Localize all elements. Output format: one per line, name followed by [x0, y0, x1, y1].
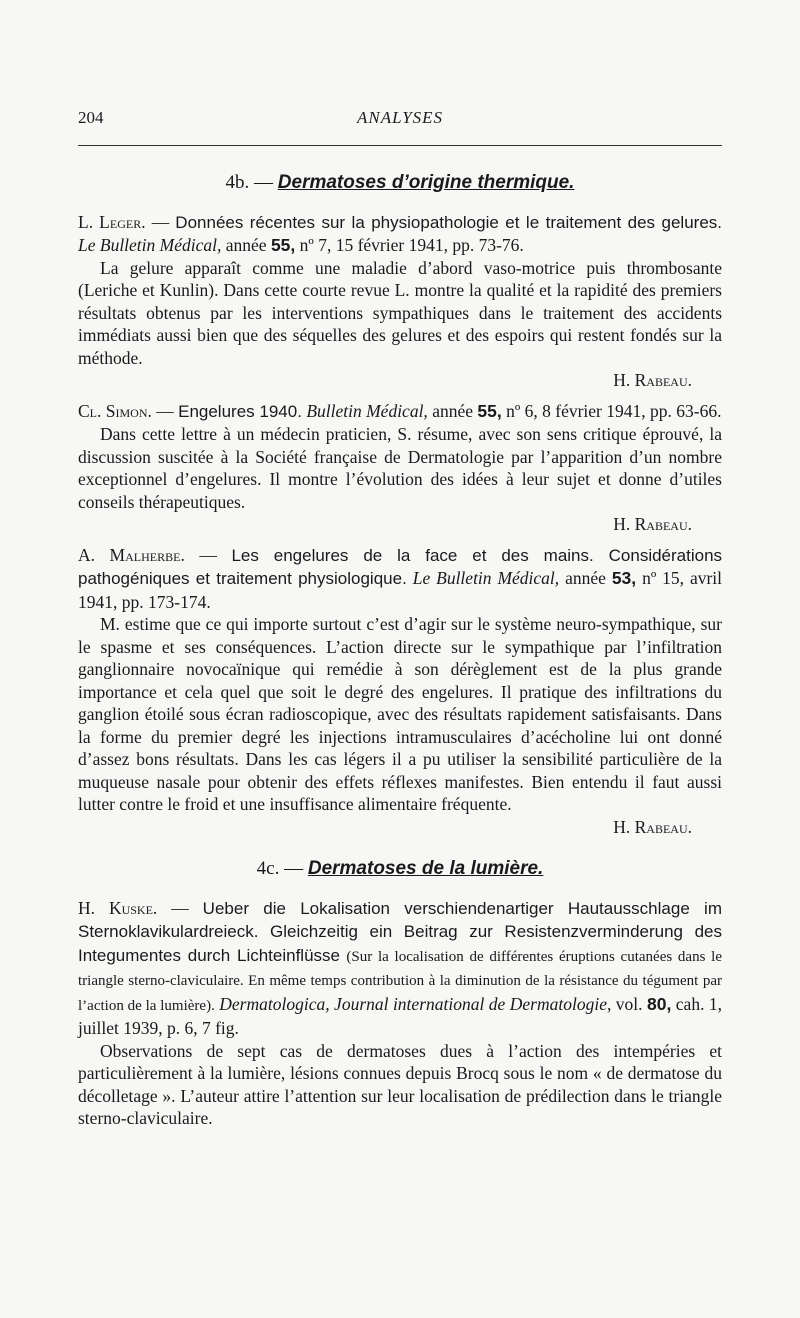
section-title: Dermatoses d’origine thermique.: [277, 172, 575, 193]
citation-details: nº 6, 8 février 1941, pp. 63-66.: [506, 400, 722, 421]
dash: —: [171, 897, 189, 918]
volume-label: vol.: [615, 993, 643, 1014]
abstract: La gelure apparaît comme une maladie d’abord vaso-motrice puis thrombosante (Leriche et Kunlin). Dans cette courte revue L. montre la qualité et la rapidité des premiers résultats obtenus par les interventions sympathiques dans le traitement des accidents immédiats aussi bien que des séquelles des gelures et des espoirs qui restent fondés sur la méthode.: [78, 257, 722, 368]
section-dash: —: [254, 172, 274, 193]
title-translation: (Sur la localisation de différentes éruptions cutanées dans le triangle sterno-claviculaire. En même temps contribution à la diminution de la résistance du tégument par l’action de la lumière).: [78, 948, 723, 1014]
signature: H. Rabeau.: [613, 514, 692, 534]
section-number: 4c.: [256, 858, 280, 879]
abstract: Observations de sept cas de dermatoses dues à l’action des intempéries et particulièrement à la lumière, lésions connues depuis Brocq sous le nom « de dermatose du décolletage ». L’auteur attire l’attention sur leur localisation de prédilection dans le triangle sterno-claviculaire.: [78, 1040, 722, 1128]
reference: [78, 544, 722, 614]
article-title: Les engelures de la face et des mains. Considérations pathogéniques et traitement physiologique.: [78, 545, 723, 588]
reference: [78, 211, 722, 257]
journal: Bulletin Médical,: [306, 400, 428, 421]
running-title: ANALYSES: [356, 108, 444, 127]
article-title: Ueber die Lokalisation verschiendenartiger Hautausschlage im Sternoklavikulardreieck. Gleichzeitig ein Beitrag zur Resistenzverminderung des Integumentes durch Lichteinflüsse: [78, 898, 722, 965]
header-rule: [78, 145, 722, 146]
entry-malherbe: [78, 544, 722, 839]
volume: 55,: [270, 235, 296, 255]
author: A. Malherbe.: [78, 544, 185, 565]
author: L. Leger.: [78, 211, 146, 232]
running-header: [78, 108, 722, 132]
abstract: M. estime que ce qui importe surtout c’est d’agir sur le système neuro-sympathique, sur le spasme et ses conséquences. L’action directe sur le sympathique par l’infiltration ganglionnaire novocaïnique qui remédie à son dérèglement est de la plus grande importance et cela quel que soit le degré des engelures. Il pratique des infiltrations du ganglion étoilé sous écran radioscopique, avec des résultats rapidement satisfaisants. Dans la forme du premier degré les injections intramusculaires d’acécholine lui ont donné d’assez bons résultats. Dans les cas légers il a pu utiliser la sensibilité particulière de la muqueuse nasale pour obtenir des effets réflexes manifestes. Bien entendu il faut aussi lutter contre le froid et une insuffisance alimentaire fréquente.: [78, 614, 722, 814]
journal: Dermatologica, Journal international de Dermatologie,: [219, 993, 612, 1014]
reference: [78, 400, 722, 424]
section-number: 4b.: [225, 172, 250, 193]
year-label: année: [565, 568, 606, 588]
entry-kuske: [78, 897, 722, 1130]
citation-details: nº 7, 15 février 1941, pp. 73-76.: [299, 235, 524, 255]
citation-details: cah. 1, juillet 1939, p. 6, 7 fig.: [78, 993, 723, 1038]
section-heading-4c: [78, 858, 722, 881]
section-dash: —: [284, 858, 304, 879]
page-number: 204: [78, 108, 104, 127]
signature: H. Rabeau.: [613, 370, 692, 390]
dash: —: [199, 544, 217, 565]
abstract: Dans cette lettre à un médecin praticien, S. résume, avec son sens critique éprouvé, la discussion suscitée à la Société française de Dermatologie par l’apparition d’un nombre exceptionnel d’engelures. Il montre l’évolution des idées à leur sujet et donne d’utiles conseils thérapeutiques.: [78, 424, 722, 512]
author: H. Kuske.: [78, 897, 158, 918]
volume: 53,: [611, 568, 637, 588]
author: Cl. Simon.: [78, 400, 152, 421]
journal: Le Bulletin Médical,: [412, 568, 560, 588]
year-label: année: [225, 235, 267, 255]
dash: —: [151, 211, 170, 232]
signature: H. Rabeau.: [613, 816, 692, 837]
section-heading-4b: [78, 172, 722, 195]
dash: —: [156, 400, 174, 421]
journal: Le Bulletin Médical,: [78, 235, 222, 255]
article-title: Données récentes sur la physiopathologie et le traitement des gelures.: [175, 212, 722, 232]
article-title: Engelures 1940.: [178, 401, 302, 421]
volume: 80,: [647, 993, 672, 1014]
section-title: Dermatoses de la lumière.: [307, 858, 544, 879]
reference: [78, 897, 722, 1040]
citation-details: nº 15, avril 1941, pp. 173-174.: [78, 568, 723, 612]
volume: 55,: [477, 400, 502, 421]
year-label: année: [432, 400, 473, 421]
entry-simon: [78, 400, 722, 536]
entry-leger: [78, 211, 722, 392]
page-body: [78, 172, 722, 1138]
